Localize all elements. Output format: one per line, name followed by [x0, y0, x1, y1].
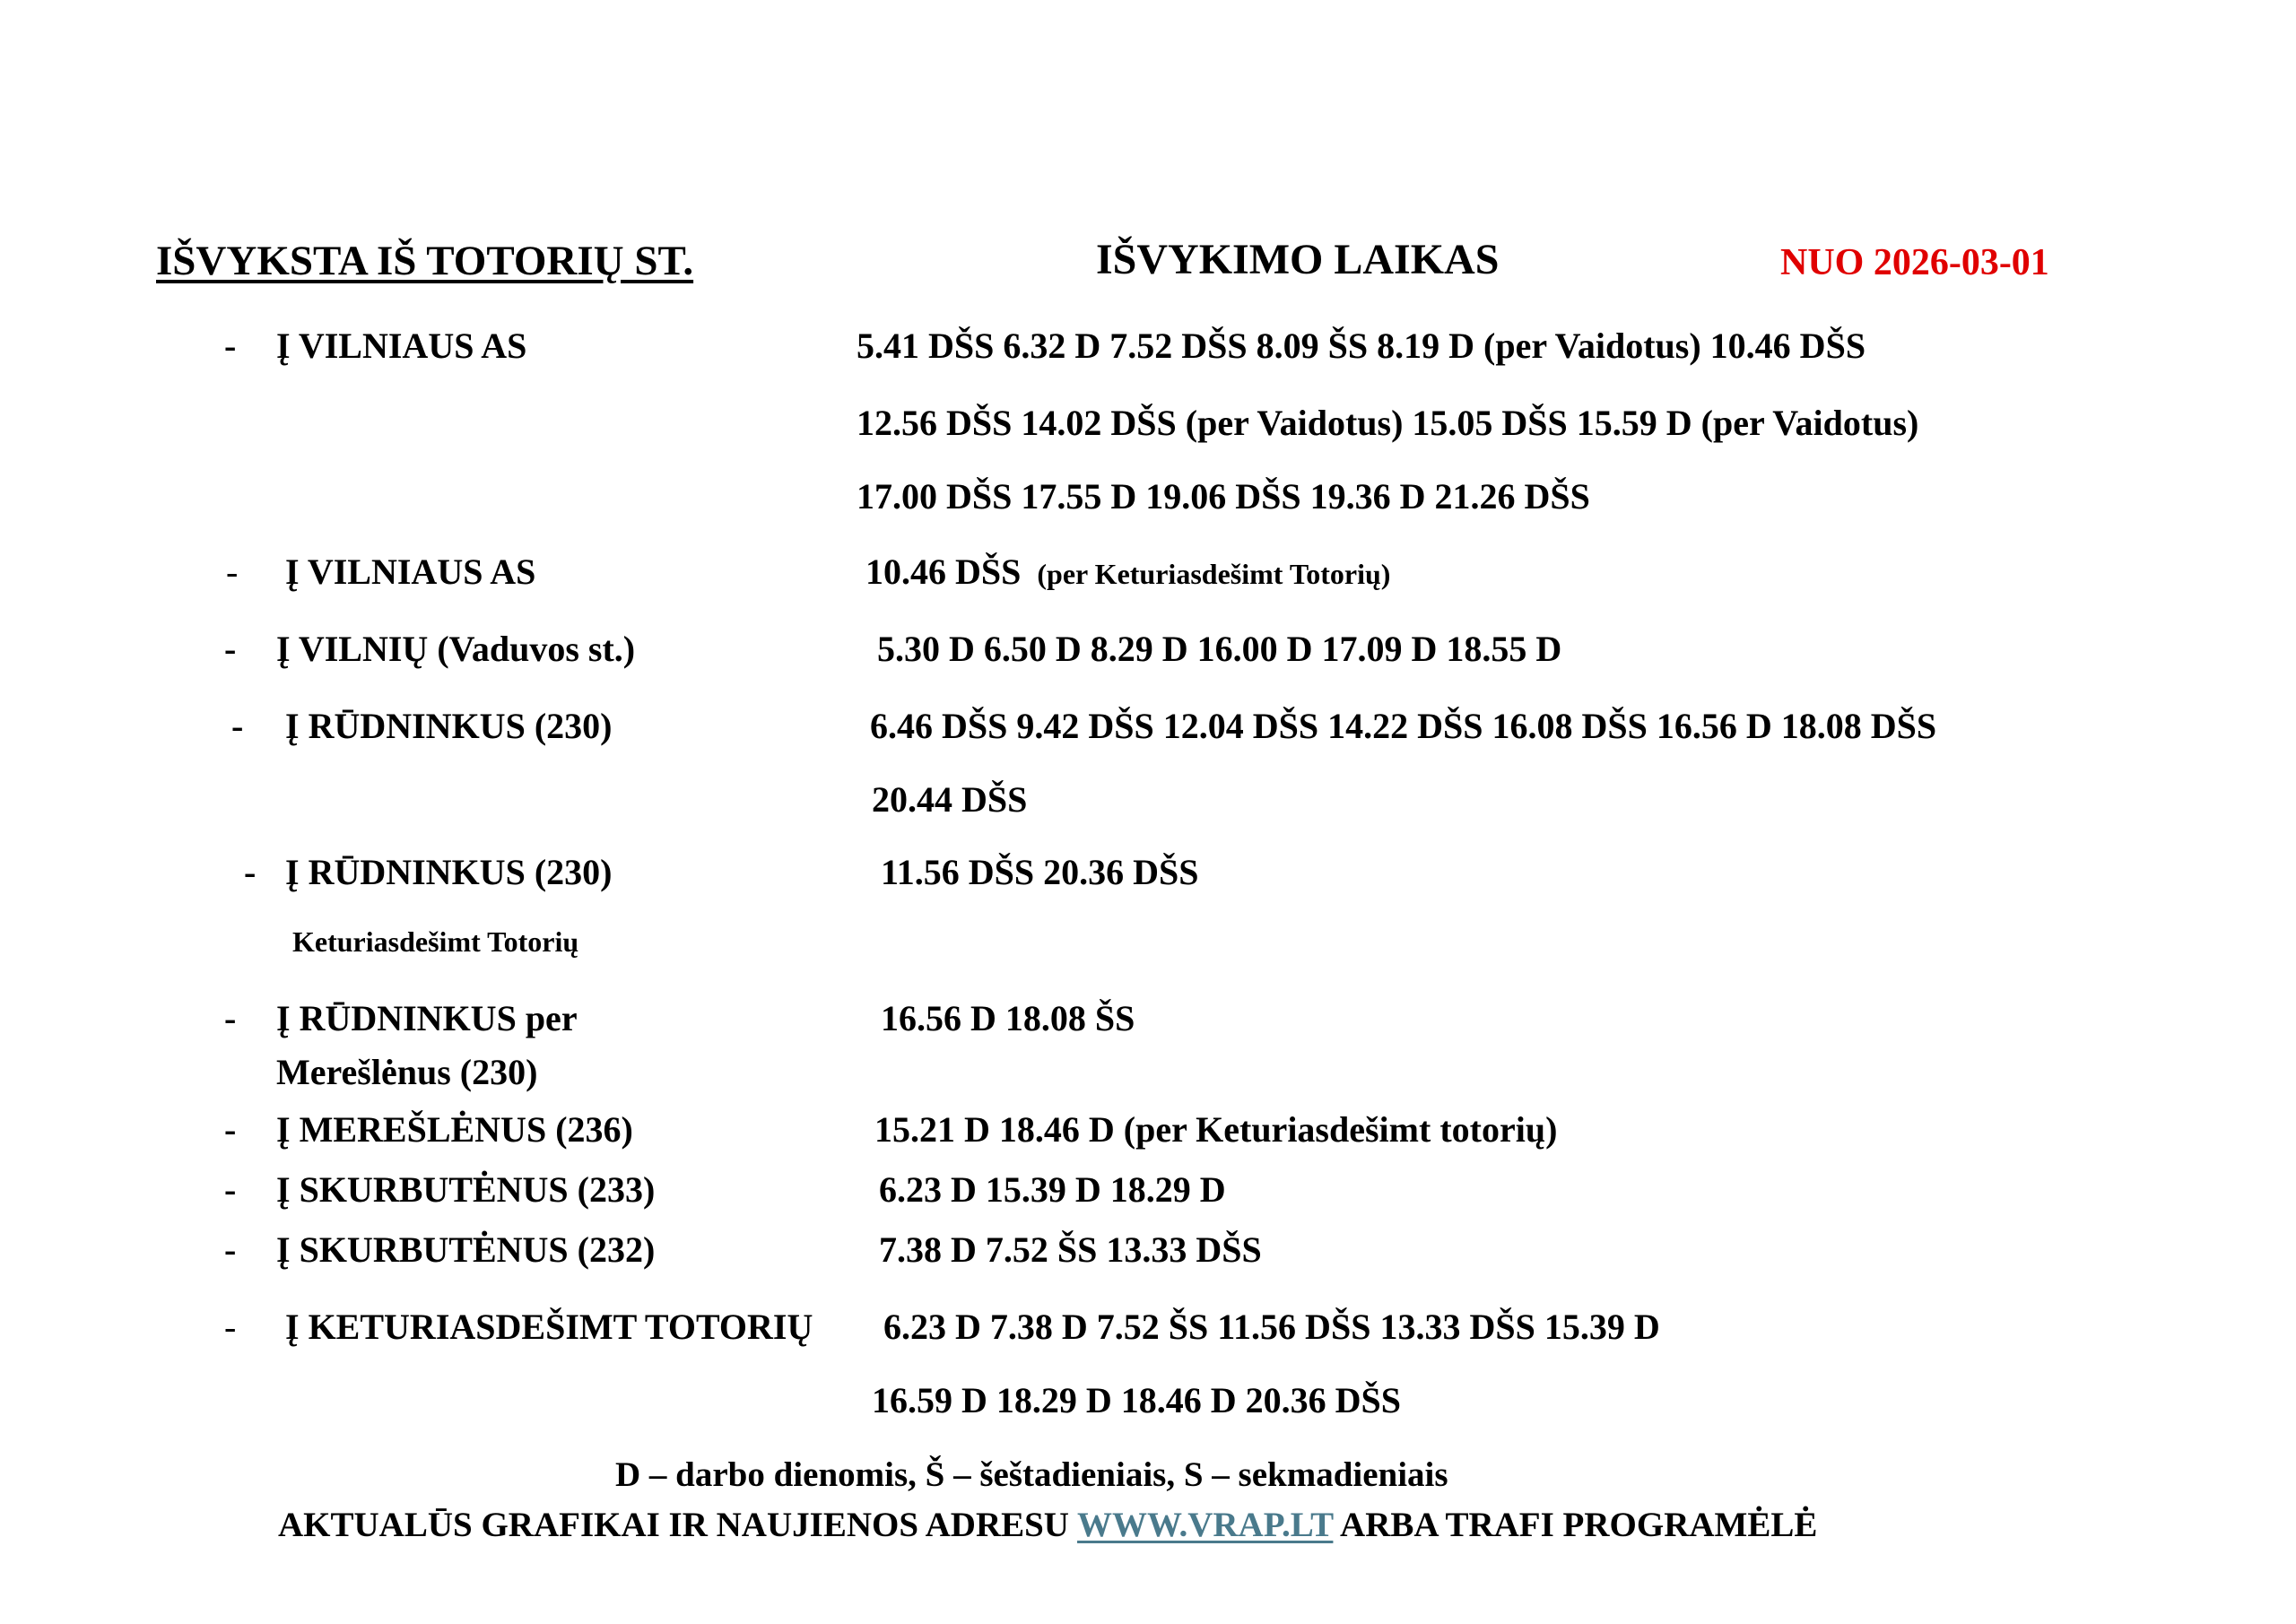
route-destination: Į VILNIAUS AS: [276, 326, 527, 366]
route-destination: Į RŪDNINKUS per: [276, 998, 578, 1038]
route-times: 5.41 DŠS 6.32 D 7.52 DŠS 8.09 ŠS 8.19 D (per Vaidotus) 10.46 DŠS: [857, 326, 1866, 366]
route-bullet: -: [226, 551, 239, 592]
route-destination: Į MEREŠLĖNUS (236): [276, 1109, 633, 1150]
route-times: 16.59 D 18.29 D 18.46 D 20.36 DŠS: [872, 1380, 1402, 1420]
info-prefix: AKTUALŪS GRAFIKAI IR NAUJIENOS ADRESU: [278, 1506, 1069, 1544]
route-destination: Į SKURBUTĖNUS (232): [276, 1229, 656, 1270]
route-times: 12.56 DŠS 14.02 DŠS (per Vaidotus) 15.05 DŠS 15.59 D (per Vaidotus): [857, 403, 1919, 443]
route-bullet: -: [231, 706, 244, 746]
route-times-value: 10.46 DŠS: [865, 551, 1022, 592]
route-times: 7.38 D 7.52 ŠS 13.33 DŠS: [879, 1229, 1262, 1270]
departure-time-heading: IŠVYKIMO LAIKAS: [1096, 236, 1500, 283]
route-times: 16.56 D 18.08 ŠS: [881, 998, 1135, 1038]
route-bullet: -: [224, 1307, 237, 1347]
website-link[interactable]: WWW.VRAP.LT: [1077, 1506, 1334, 1544]
route-times: 6.23 D 7.38 D 7.52 ŠS 11.56 DŠS 13.33 DŠS 15.39 D: [883, 1307, 1660, 1347]
route-bullet: -: [224, 326, 237, 366]
route-bullet: -: [244, 852, 257, 892]
route-times: 6.23 D 15.39 D 18.29 D: [879, 1169, 1226, 1210]
route-times: [865, 551, 1391, 592]
route-destination: Į VILNIAUS AS: [285, 551, 536, 592]
route-destination: Į VILNIŲ (Vaduvos st.): [276, 629, 636, 669]
route-times: 17.00 DŠS 17.55 D 19.06 DŠS 19.36 D 21.26 DŠS: [857, 476, 1590, 517]
route-bullet: -: [224, 998, 237, 1038]
route-destination-note: Keturiasdešimt Totorių: [292, 925, 579, 958]
route-bullet: -: [224, 629, 237, 669]
route-destination: Į SKURBUTĖNUS (233): [276, 1169, 656, 1210]
route-times: 5.30 D 6.50 D 8.29 D 16.00 D 17.09 D 18.55 D: [877, 629, 1562, 669]
route-destination-line2: Merešlėnus (230): [276, 1052, 538, 1092]
route-bullet: -: [224, 1109, 237, 1150]
route-bullet: -: [224, 1169, 237, 1210]
route-times: 11.56 DŠS 20.36 DŠS: [881, 852, 1199, 892]
info-suffix: ARBA TRAFI PROGRAMĖLĖ: [1340, 1506, 1818, 1544]
info-line: [278, 1507, 1817, 1542]
route-destination: Į RŪDNINKUS (230): [285, 706, 613, 746]
valid-from-date: NUO 2026-03-01: [1780, 242, 2049, 283]
route-destination: Į RŪDNINKUS (230): [285, 852, 613, 892]
legend: D – darbo dienomis, Š – šeštadieniais, S – sekmadieniais: [615, 1455, 1448, 1494]
route-times-note: (per Keturiasdešimt Totorių): [1037, 558, 1391, 590]
route-times: 6.46 DŠS 9.42 DŠS 12.04 DŠS 14.22 DŠS 16.08 DŠS 16.56 D 18.08 DŠS: [870, 706, 1937, 746]
route-bullet: -: [224, 1229, 237, 1270]
route-times: 15.21 D 18.46 D (per Keturiasdešimt totorių): [874, 1109, 1558, 1150]
route-times: 20.44 DŠS: [872, 779, 1028, 820]
departs-from-heading: IŠVYKSTA IŠ TOTORIŲ ST.: [156, 238, 694, 284]
route-destination: Į KETURIASDEŠIMT TOTORIŲ: [285, 1307, 813, 1347]
